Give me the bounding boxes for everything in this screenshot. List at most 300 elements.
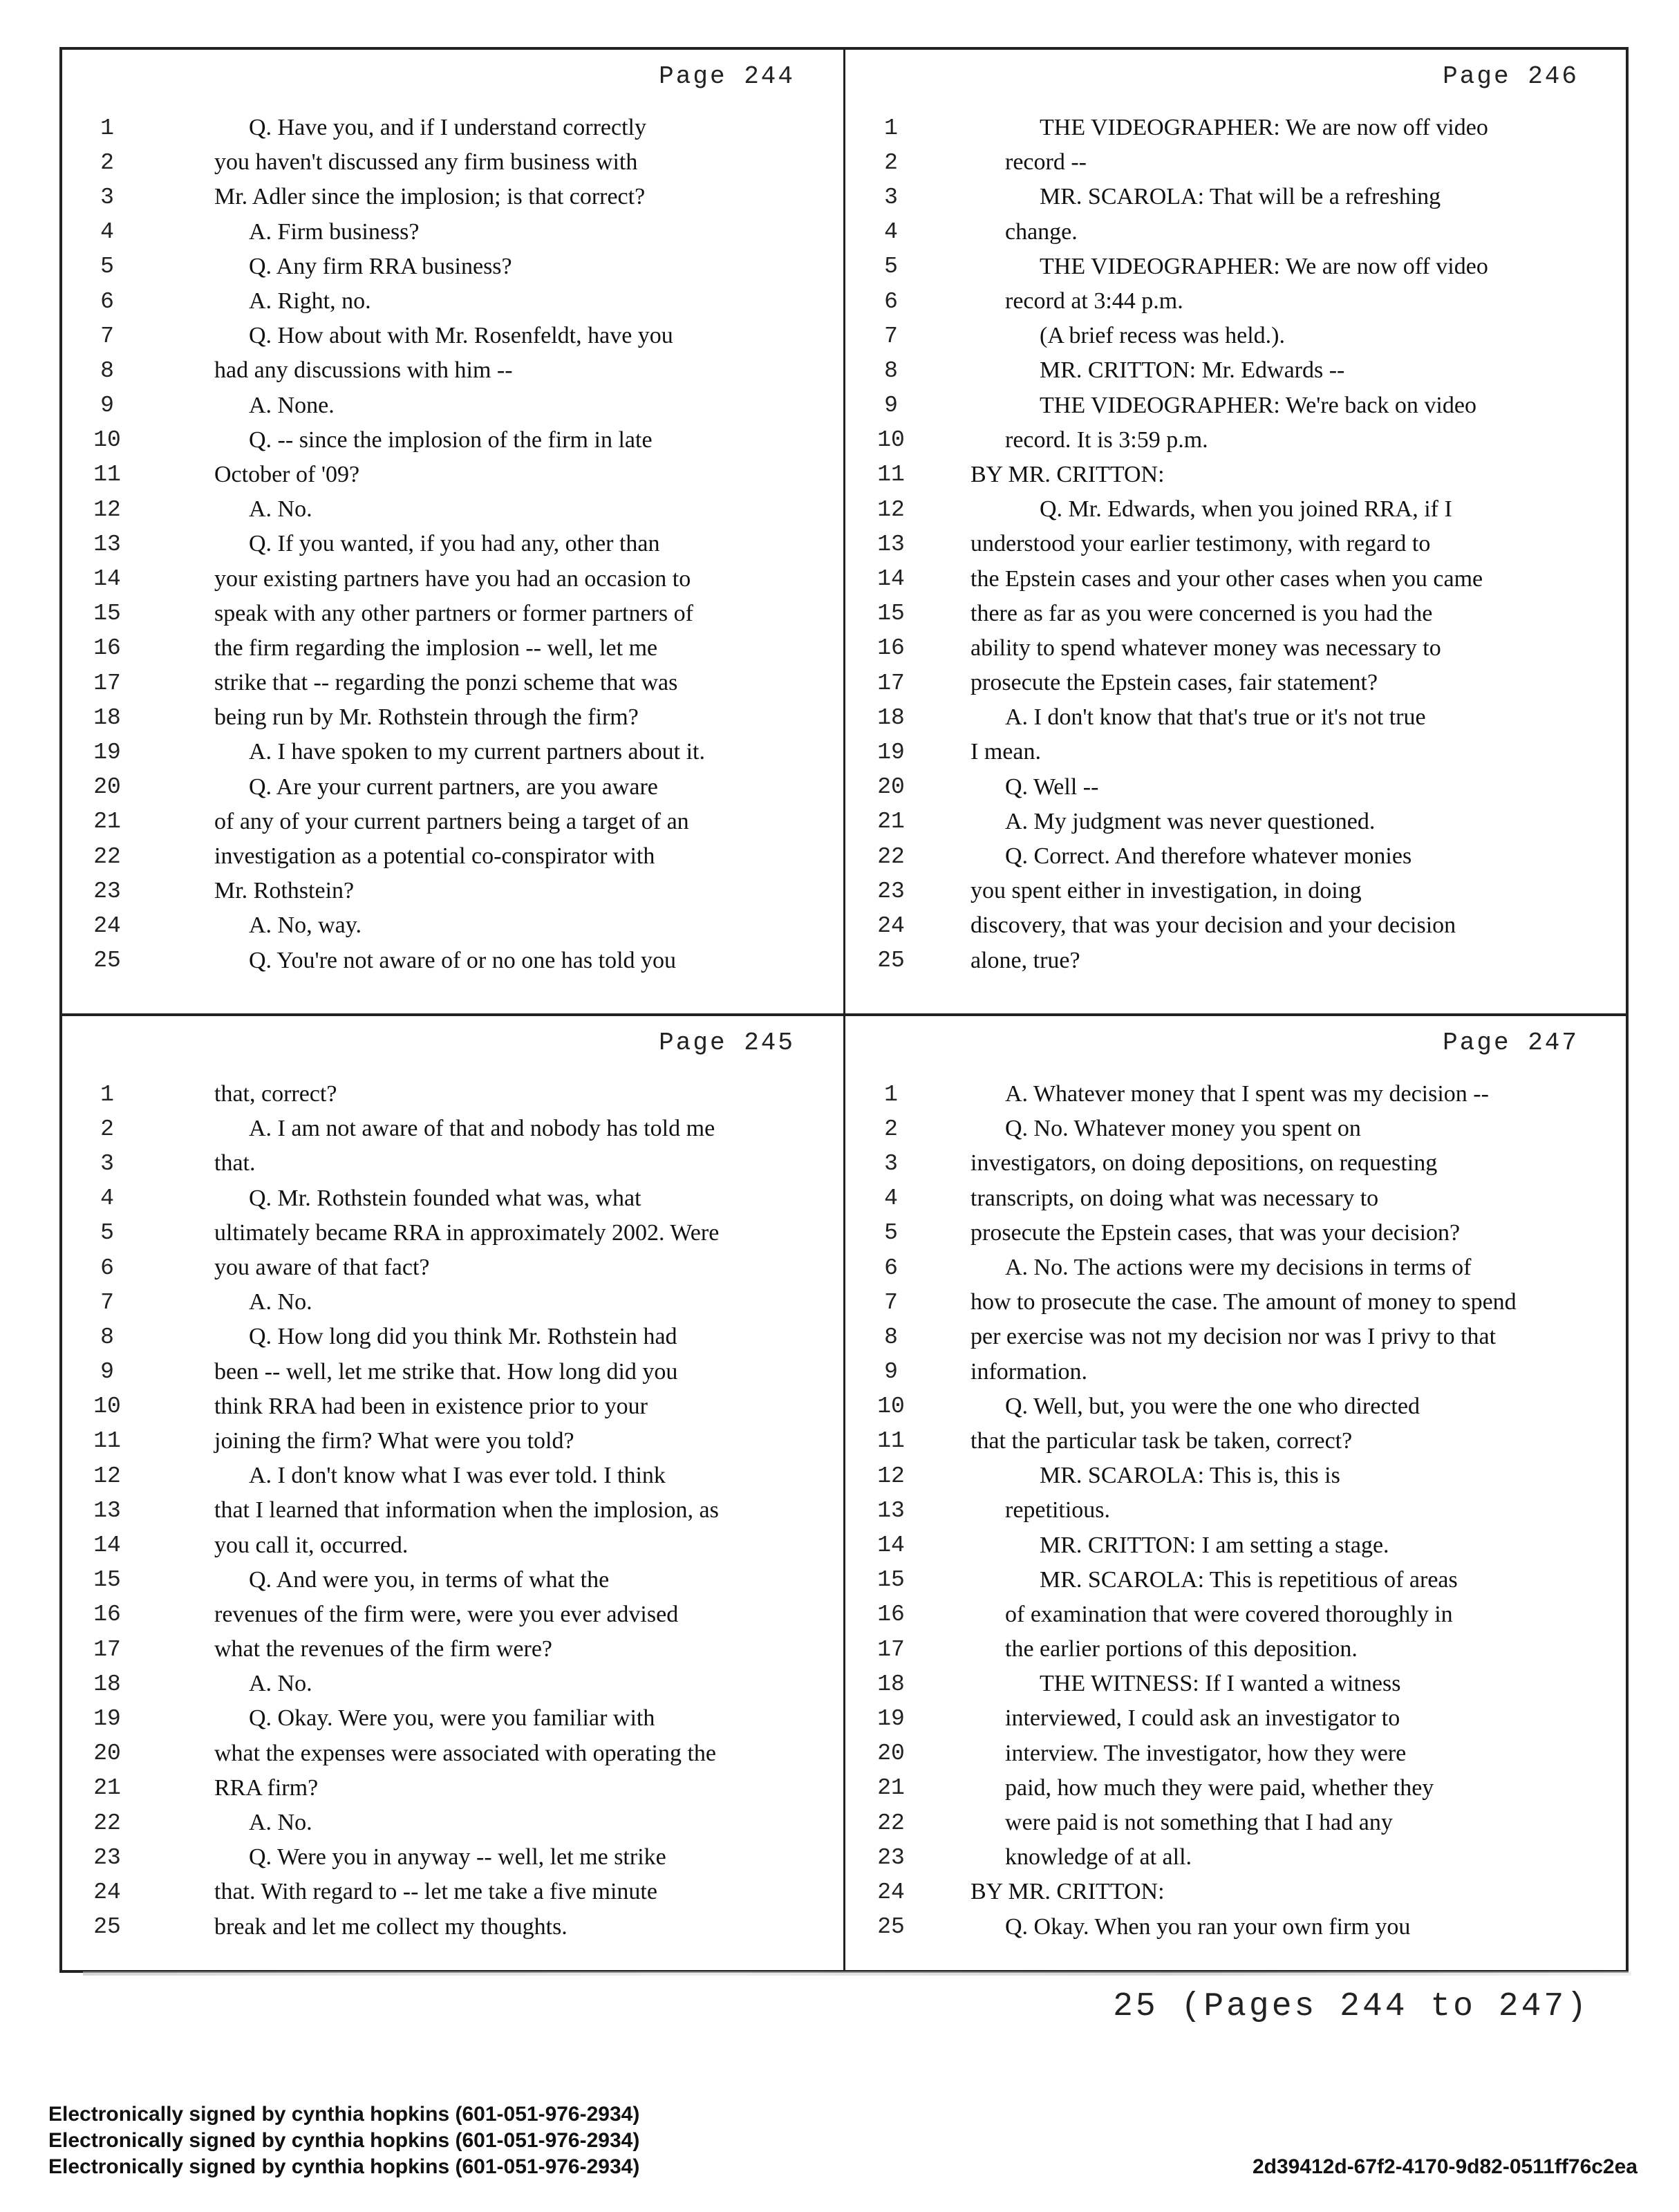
transcript-line	[62, 1736, 829, 1771]
line-number: 18	[93, 1671, 121, 1697]
line-number: 14	[877, 566, 905, 592]
line-text: speak with any other partners or former partners of	[214, 600, 693, 626]
line-number: 12	[93, 1463, 121, 1489]
line-text: record at 3:44 p.m.	[1005, 288, 1183, 315]
transcript-line	[846, 1667, 1613, 1701]
line-text: October of '09?	[214, 461, 360, 487]
line-text: Q. If you wanted, if you had any, other than	[249, 531, 660, 557]
transcript-line	[62, 215, 829, 250]
transcript-line	[62, 111, 829, 145]
line-number: 15	[93, 1567, 121, 1593]
page-label: Page 246	[1443, 62, 1579, 91]
line-number: 8	[100, 1324, 114, 1350]
line-number: 16	[877, 635, 905, 662]
line-number: 23	[93, 878, 121, 904]
line-text: change.	[1005, 218, 1078, 245]
line-text: A. I have spoken to my current partners about it.	[249, 739, 705, 765]
line-number: 16	[877, 1602, 905, 1628]
line-number: 20	[877, 774, 905, 800]
line-text: that.	[214, 1150, 256, 1177]
transcript-line	[846, 1597, 1613, 1632]
line-number: 7	[884, 323, 898, 349]
line-text: record --	[1005, 149, 1087, 176]
line-text: (A brief recess was held.).	[1040, 323, 1285, 349]
transcript-line	[846, 527, 1613, 561]
line-number: 21	[93, 809, 121, 835]
line-number: 17	[93, 1636, 121, 1662]
transcript-line	[846, 1077, 1613, 1112]
line-number: 23	[877, 1844, 905, 1871]
transcript-line	[846, 1771, 1613, 1806]
transcript-line	[62, 1806, 829, 1840]
line-text: BY MR. CRITTON:	[970, 1879, 1165, 1905]
transcript-line	[62, 666, 829, 700]
transcript-line	[846, 1424, 1613, 1459]
line-text: you aware of that fact?	[214, 1255, 430, 1281]
transcript-line	[62, 1771, 829, 1806]
transcript-line	[846, 597, 1613, 631]
transcript-line	[846, 1493, 1613, 1528]
transcript-line	[846, 735, 1613, 769]
transcript-line	[846, 1320, 1613, 1354]
line-text: A. No.	[249, 496, 312, 523]
transcript-line	[846, 458, 1613, 492]
line-number: 20	[93, 774, 121, 800]
line-list	[846, 1077, 1613, 1944]
line-text: A. No.	[249, 1289, 312, 1315]
document-hash: 2d39412d-67f2-4170-9d82-0511ff76c2ea	[1252, 2155, 1638, 2178]
line-text: A. No. The actions were my decisions in terms of	[1005, 1255, 1472, 1281]
line-number: 10	[93, 427, 121, 453]
transcript-line	[62, 1701, 829, 1736]
transcript-line	[62, 874, 829, 908]
page-label: Page 245	[659, 1029, 795, 1057]
line-number: 10	[93, 1394, 121, 1420]
line-number: 17	[877, 1636, 905, 1662]
line-text: of any of your current partners being a target of an	[214, 808, 689, 834]
line-text: Mr. Adler since the implosion; is that correct?	[214, 184, 646, 210]
line-text: that I learned that information when the implosion, as	[214, 1497, 719, 1524]
transcript-line	[846, 561, 1613, 596]
transcript-line	[846, 1736, 1613, 1771]
transcript-line	[62, 735, 829, 769]
line-number: 10	[877, 427, 905, 453]
line-number: 21	[93, 1775, 121, 1801]
line-text: Q. Well, but, you were the one who directed	[1005, 1393, 1420, 1419]
line-text: were paid is not something that I had any	[1005, 1810, 1393, 1836]
line-text: being run by Mr. Rothstein through the firm?	[214, 704, 639, 731]
line-text: interview. The investigator, how they were	[1005, 1740, 1407, 1766]
line-text: paid, how much they were paid, whether they	[1005, 1774, 1434, 1801]
line-number: 13	[93, 1497, 121, 1524]
transcript-line	[62, 1355, 829, 1389]
page-label: Page 247	[1443, 1029, 1579, 1057]
transcript-line	[62, 1285, 829, 1320]
line-text: THE VIDEOGRAPHER: We're back on video	[1040, 392, 1476, 418]
transcript-line	[846, 1355, 1613, 1389]
transcript-line	[846, 1146, 1613, 1181]
page-label: Page 244	[659, 62, 795, 91]
transcript-line	[846, 1528, 1613, 1562]
line-number: 19	[93, 739, 121, 765]
line-number: 2	[884, 149, 898, 176]
line-number: 7	[100, 1289, 114, 1315]
line-text: Q. How long did you think Mr. Rothstein had	[249, 1324, 677, 1350]
transcript-line	[846, 1910, 1613, 1944]
line-text: what the revenues of the firm were?	[214, 1636, 552, 1662]
transcript-line	[846, 1563, 1613, 1597]
line-number: 9	[100, 393, 114, 419]
transcript-line	[62, 1389, 829, 1424]
line-number: 16	[93, 635, 121, 662]
line-number: 8	[100, 357, 114, 384]
line-text: THE WITNESS: If I wanted a witness	[1040, 1671, 1401, 1697]
line-text: been -- well, let me strike that. How long did you	[214, 1358, 678, 1385]
line-number: 23	[93, 1844, 121, 1871]
transcript-line	[846, 250, 1613, 284]
line-number: 8	[884, 1324, 898, 1350]
transcript-line	[62, 145, 829, 180]
line-text: of examination that were covered thoroughly in	[1005, 1601, 1453, 1627]
line-list	[62, 111, 829, 978]
line-text: the earlier portions of this deposition.	[1005, 1636, 1358, 1662]
line-number: 19	[877, 1705, 905, 1732]
transcript-line	[62, 597, 829, 631]
line-text: Q. Have you, and if I understand correctly	[249, 115, 646, 141]
transcript-line	[846, 388, 1613, 423]
transcript-line	[846, 770, 1613, 805]
transcript-line	[62, 1216, 829, 1250]
transcript-line	[62, 1077, 829, 1112]
transcript-line	[62, 1667, 829, 1701]
line-text: MR. SCAROLA: That will be a refreshing	[1040, 184, 1441, 210]
transcript-line	[846, 423, 1613, 458]
transcript-line	[846, 319, 1613, 353]
line-number: 25	[93, 948, 121, 974]
line-text: A. No.	[249, 1671, 312, 1697]
line-text: prosecute the Epstein cases, fair statement?	[970, 670, 1378, 696]
line-text: Mr. Rothstein?	[214, 878, 355, 904]
line-text: ultimately became RRA in approximately 2002. Were	[214, 1219, 720, 1246]
signature-line: Electronically signed by cynthia hopkins (601-051-976-2934)	[48, 2103, 640, 2126]
line-number: 5	[100, 254, 114, 280]
line-text: discovery, that was your decision and your decision	[970, 912, 1456, 939]
transcript-line	[62, 492, 829, 527]
signature-line: Electronically signed by cynthia hopkins (601-051-976-2934)	[48, 2155, 640, 2178]
line-number: 2	[100, 149, 114, 176]
line-number: 3	[884, 1150, 898, 1177]
transcript-line	[846, 1112, 1613, 1146]
transcript-line	[62, 1181, 829, 1216]
signature-block	[48, 2101, 639, 2180]
line-text: that the particular task be taken, correct?	[970, 1427, 1353, 1454]
line-text: that, correct?	[214, 1081, 337, 1107]
line-number: 11	[877, 462, 905, 488]
line-text: Q. Any firm RRA business?	[249, 253, 512, 279]
transcript-line	[846, 1250, 1613, 1285]
transcript-line	[62, 805, 829, 839]
line-text: Q. Are your current partners, are you aware	[249, 774, 658, 800]
transcript-line	[62, 944, 829, 978]
line-text: understood your earlier testimony, with regard to	[970, 531, 1431, 557]
transcript-line	[62, 250, 829, 284]
line-number: 21	[877, 809, 905, 835]
line-text: interviewed, I could ask an investigator to	[1005, 1705, 1400, 1732]
line-number: 6	[100, 1255, 114, 1281]
line-text: Q. -- since the implosion of the firm in late	[249, 427, 653, 453]
line-number: 20	[877, 1741, 905, 1767]
line-number: 13	[877, 1497, 905, 1524]
line-text: Q. Okay. When you ran your own firm you	[1005, 1913, 1411, 1940]
line-number: 5	[884, 254, 898, 280]
line-text: A. Firm business?	[249, 218, 420, 245]
line-number: 12	[877, 496, 905, 523]
line-number: 9	[884, 1359, 898, 1385]
line-number: 22	[877, 1810, 905, 1836]
line-number: 23	[877, 878, 905, 904]
transcript-page-245	[62, 1016, 829, 1970]
transcript-page-244	[62, 50, 829, 1004]
transcript-line	[62, 1875, 829, 1909]
line-text: A. I don't know what I was ever told. I think	[249, 1463, 666, 1489]
line-text: revenues of the firm were, were you ever advised	[214, 1601, 679, 1627]
line-number: 11	[93, 462, 121, 488]
line-number: 5	[884, 1220, 898, 1246]
line-text: Q. How about with Mr. Rosenfeldt, have you	[249, 323, 673, 349]
transcript-line	[62, 353, 829, 388]
line-number: 24	[93, 912, 121, 939]
scan-edge-artifact	[83, 1971, 1631, 1976]
line-text: investigation as a potential co-conspirator with	[214, 843, 655, 870]
line-number: 6	[884, 288, 898, 315]
line-text: Q. Well --	[1005, 774, 1099, 800]
transcript-line	[62, 908, 829, 943]
transcript-line	[846, 1875, 1613, 1909]
transcript-line	[62, 1528, 829, 1562]
transcript-line	[846, 1459, 1613, 1493]
line-text: Q. Mr. Edwards, when you joined RRA, if I	[1040, 496, 1452, 523]
transcript-line	[62, 1459, 829, 1493]
line-number: 24	[93, 1879, 121, 1905]
transcript-page-246	[846, 50, 1613, 1004]
line-text: MR. CRITTON: I am setting a stage.	[1040, 1532, 1389, 1558]
line-number: 19	[877, 739, 905, 765]
line-number: 8	[884, 357, 898, 384]
line-number: 4	[884, 1185, 898, 1212]
transcript-line	[62, 1424, 829, 1459]
line-text: Q. You're not aware of or no one has told you	[249, 947, 677, 973]
transcript-line	[846, 1285, 1613, 1320]
transcript-line	[62, 561, 829, 596]
transcript-line	[62, 700, 829, 735]
line-text: how to prosecute the case. The amount of money to spend	[970, 1289, 1517, 1315]
line-text: you call it, occurred.	[214, 1532, 409, 1558]
line-text: Q. Okay. Were you, were you familiar with	[249, 1705, 655, 1732]
line-text: that. With regard to -- let me take a five minute	[214, 1879, 657, 1905]
line-number: 10	[877, 1394, 905, 1420]
line-number: 24	[877, 1879, 905, 1905]
transcript-line	[62, 527, 829, 561]
line-text: A. Right, no.	[249, 288, 371, 315]
transcript-line	[62, 423, 829, 458]
line-text: knowledge of at all.	[1005, 1844, 1192, 1871]
line-number: 16	[93, 1602, 121, 1628]
line-number: 25	[877, 948, 905, 974]
transcript-line	[846, 1632, 1613, 1667]
transcript-line	[846, 666, 1613, 700]
line-number: 13	[877, 531, 905, 557]
line-number: 21	[877, 1775, 905, 1801]
line-text: your existing partners have you had an occasion to	[214, 565, 691, 592]
line-number: 11	[93, 1428, 121, 1454]
line-number: 24	[877, 912, 905, 939]
line-number: 14	[93, 1533, 121, 1559]
transcript-line	[846, 111, 1613, 145]
transcript-line	[62, 770, 829, 805]
transcript-line	[62, 284, 829, 319]
line-number: 4	[100, 219, 114, 245]
line-text: Q. No. Whatever money you spent on	[1005, 1116, 1361, 1142]
line-text: Q. Correct. And therefore whatever monies	[1005, 843, 1412, 870]
line-text: Q. Mr. Rothstein founded what was, what	[249, 1185, 641, 1211]
line-text: MR. SCAROLA: This is repetitious of areas	[1040, 1566, 1458, 1593]
line-number: 4	[100, 1185, 114, 1212]
transcript-line	[846, 353, 1613, 388]
transcript-line	[846, 839, 1613, 874]
line-text: alone, true?	[970, 947, 1080, 973]
vertical-divider	[843, 50, 845, 1970]
line-text: had any discussions with him --	[214, 357, 513, 384]
transcript-line	[62, 1320, 829, 1354]
line-text: A. I don't know that that's true or it's not true	[1005, 704, 1426, 731]
transcript-sheet	[59, 47, 1629, 1973]
transcript-line	[846, 215, 1613, 250]
line-text: I mean.	[970, 739, 1041, 765]
line-number: 1	[100, 115, 114, 141]
line-text: RRA firm?	[214, 1774, 319, 1801]
line-number: 13	[93, 531, 121, 557]
line-number: 18	[877, 1671, 905, 1697]
line-number: 11	[877, 1428, 905, 1454]
transcript-line	[846, 631, 1613, 666]
line-list	[846, 111, 1613, 978]
transcript-line	[846, 492, 1613, 527]
line-number: 17	[877, 670, 905, 696]
transcript-line	[62, 180, 829, 214]
line-number: 7	[884, 1289, 898, 1315]
line-number: 3	[100, 1150, 114, 1177]
transcript-line	[62, 1563, 829, 1597]
line-text: A. None.	[249, 392, 335, 418]
line-number: 18	[877, 704, 905, 731]
line-number: 20	[93, 1741, 121, 1767]
line-text: A. No.	[249, 1810, 312, 1836]
transcript-line	[846, 180, 1613, 214]
transcript-line	[846, 944, 1613, 978]
line-text: A. I am not aware of that and nobody has told me	[249, 1116, 715, 1142]
line-text: investigators, on doing depositions, on requesting	[970, 1150, 1438, 1177]
line-text: information.	[970, 1358, 1088, 1385]
line-number: 14	[877, 1533, 905, 1559]
transcript-line	[846, 1216, 1613, 1250]
transcript-line	[62, 388, 829, 423]
line-number: 2	[100, 1116, 114, 1142]
transcript-line	[846, 284, 1613, 319]
line-number: 4	[884, 219, 898, 245]
transcript-line	[62, 1493, 829, 1528]
line-text: prosecute the Epstein cases, that was your decision?	[970, 1219, 1461, 1246]
line-text: you spent either in investigation, in doing	[970, 878, 1362, 904]
line-number: 15	[877, 601, 905, 627]
transcript-line	[846, 1701, 1613, 1736]
line-number: 12	[877, 1463, 905, 1489]
line-text: transcripts, on doing what was necessary to	[970, 1185, 1379, 1211]
transcript-line	[846, 145, 1613, 180]
transcript-line	[62, 1112, 829, 1146]
transcript-line	[62, 631, 829, 666]
line-text: break and let me collect my thoughts.	[214, 1913, 568, 1940]
line-number: 18	[93, 704, 121, 731]
line-text: A. My judgment was never questioned.	[1005, 808, 1376, 834]
line-number: 17	[93, 670, 121, 696]
transcript-line	[62, 458, 829, 492]
transcript-line	[62, 1840, 829, 1875]
line-number: 6	[884, 1255, 898, 1281]
line-number: 3	[100, 184, 114, 210]
line-text: think RRA had been in existence prior to your	[214, 1393, 648, 1419]
line-number: 22	[93, 1810, 121, 1836]
line-text: the Epstein cases and your other cases when you came	[970, 565, 1483, 592]
line-text: MR. CRITTON: Mr. Edwards --	[1040, 357, 1345, 384]
transcript-line	[62, 1632, 829, 1667]
line-number: 25	[877, 1914, 905, 1940]
line-text: Q. And were you, in terms of what the	[249, 1566, 610, 1593]
transcript-page-247	[846, 1016, 1613, 1970]
line-text: Q. Were you in anyway -- well, let me strike	[249, 1844, 666, 1871]
line-text: there as far as you were concerned is you had the	[970, 600, 1433, 626]
line-text: the firm regarding the implosion -- well, let me	[214, 635, 658, 661]
line-number: 2	[884, 1116, 898, 1142]
line-text: A. No, way.	[249, 912, 362, 939]
transcript-line	[846, 874, 1613, 908]
line-list	[62, 1077, 829, 1944]
line-number: 22	[877, 843, 905, 870]
transcript-line	[62, 1146, 829, 1181]
line-number: 14	[93, 566, 121, 592]
line-number: 15	[877, 1567, 905, 1593]
line-number: 1	[884, 1081, 898, 1107]
line-number: 9	[100, 1359, 114, 1385]
line-number: 6	[100, 288, 114, 315]
line-text: repetitious.	[1005, 1497, 1111, 1524]
line-text: joining the firm? What were you told?	[214, 1427, 574, 1454]
line-text: per exercise was not my decision nor was I privy to that	[970, 1324, 1497, 1350]
page-range-footer: 25 (Pages 244 to 247)	[1113, 1988, 1589, 2025]
line-text: THE VIDEOGRAPHER: We are now off video	[1040, 253, 1488, 279]
transcript-line	[62, 1910, 829, 1944]
line-number: 25	[93, 1914, 121, 1940]
transcript-line	[846, 908, 1613, 943]
line-text: A. Whatever money that I spent was my decision --	[1005, 1081, 1489, 1107]
line-text: record. It is 3:59 p.m.	[1005, 427, 1208, 453]
line-number: 1	[100, 1081, 114, 1107]
line-text: MR. SCAROLA: This is, this is	[1040, 1463, 1340, 1489]
line-number: 5	[100, 1220, 114, 1246]
line-text: THE VIDEOGRAPHER: We are now off video	[1040, 115, 1488, 141]
transcript-line	[62, 1250, 829, 1285]
line-number: 12	[93, 496, 121, 523]
line-text: ability to spend whatever money was necessary to	[970, 635, 1441, 661]
